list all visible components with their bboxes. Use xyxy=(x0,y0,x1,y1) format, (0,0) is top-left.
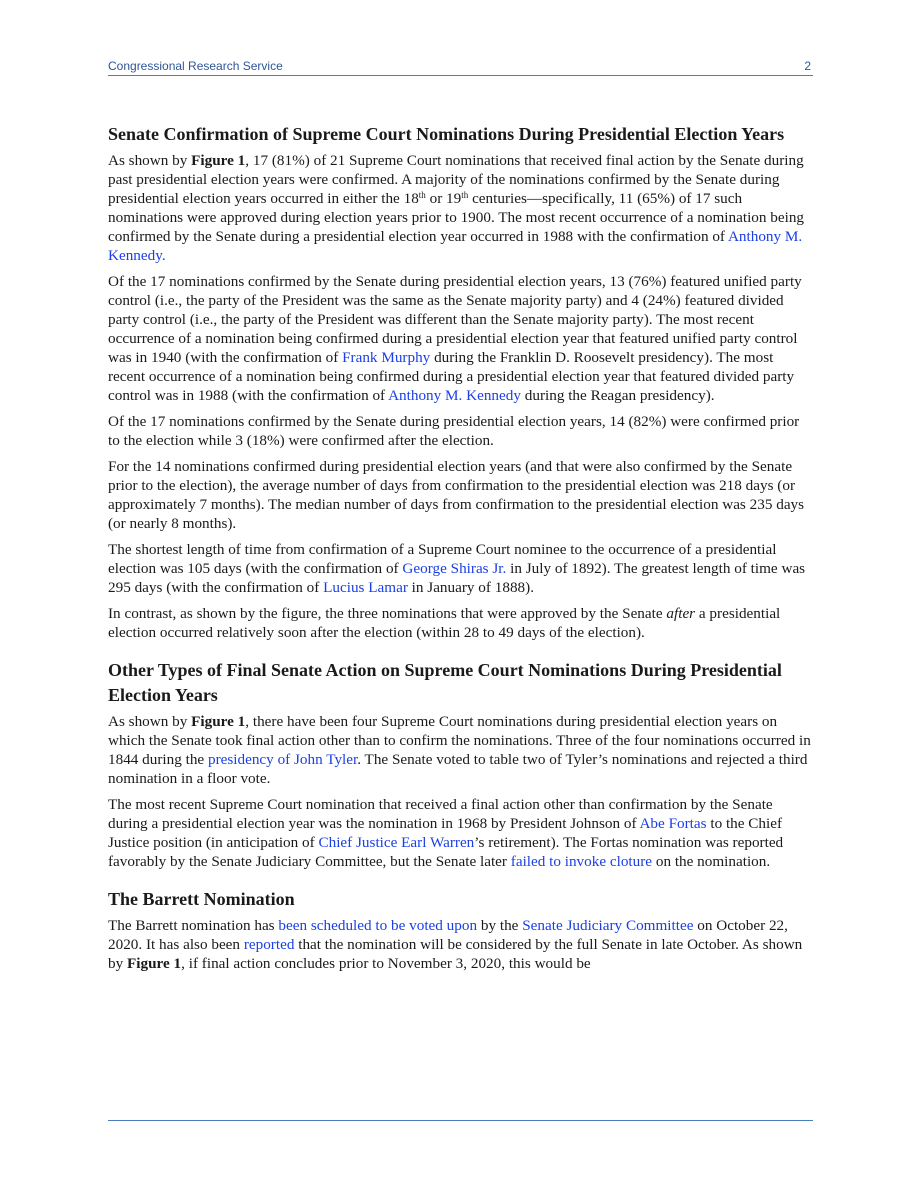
link-reported[interactable]: reported xyxy=(243,936,295,953)
text-run: , if final action concludes prior to November 3, 2020, this would be xyxy=(181,955,591,972)
link-scheduled-vote[interactable]: been scheduled to be voted upon xyxy=(278,917,478,934)
link-failed-cloture[interactable]: failed to invoke cloture xyxy=(510,853,653,870)
figure-ref: Figure 1 xyxy=(191,713,246,730)
text-run: during the Reagan presidency). xyxy=(520,387,715,404)
text-run: on October 22, 2020. It has also been xyxy=(108,917,788,953)
footer-rule xyxy=(108,1120,813,1121)
superscript: th xyxy=(418,190,426,200)
section-heading: The Barrett Nomination xyxy=(108,889,295,909)
section-heading: Senate Confirmation of Supreme Court Nominations During Presidential Election Years xyxy=(108,124,785,144)
text-run: In contrast, as shown by the figure, the three nominations that were approved by the Senate xyxy=(108,605,667,622)
text-run: , 17 (81%) of 21 Supreme Court nominations that received final action by the Senate during past presidential election years were confirmed. A majority of the nominations confirmed by the Senate during presidential election years occurred in either the 18 xyxy=(108,152,804,207)
text-run: centuries—specifically, 11 (65%) of 17 such nominations were approved during election years prior to 1900. The most recent occurrence of a nomination being confirmed by the Senate during a presidential election year occurred in 1988 with the confirmation of xyxy=(108,190,805,245)
emphasis: after xyxy=(666,605,696,622)
figure-ref: Figure 1 xyxy=(126,955,182,972)
text-run: The Barrett nomination has xyxy=(108,917,279,934)
text-run: by the xyxy=(477,917,523,934)
text-run: As shown by xyxy=(108,713,192,730)
paragraph xyxy=(108,795,813,871)
paragraph xyxy=(108,604,813,642)
link-anthony-kennedy[interactable]: Anthony M. Kennedy. xyxy=(108,228,803,264)
text-run: ’s retirement). The Fortas nomination was reported favorably by the Senate Judiciary Committee, but the Senate later xyxy=(108,834,784,870)
section-heading: Other Types of Final Senate Action on Supreme Court Nominations During Presidential Election Years xyxy=(108,660,782,705)
link-senate-judiciary[interactable]: Senate Judiciary Committee xyxy=(522,917,694,934)
link-earl-warren[interactable]: Chief Justice Earl Warren xyxy=(318,834,475,851)
text-run: As shown by xyxy=(108,152,192,169)
paragraph xyxy=(108,272,813,405)
document-body xyxy=(108,122,813,980)
link-presidency-john-tyler[interactable]: presidency of John Tyler xyxy=(207,751,358,768)
superscript: th xyxy=(461,190,469,200)
figure-ref: Figure 1 xyxy=(191,152,246,169)
text-run: . The Senate voted to table two of Tyler’s nominations and rejected a third nomination in a floor vote. xyxy=(108,751,808,787)
section-confirmations xyxy=(108,122,813,642)
text-run: or 19 xyxy=(425,190,462,207)
text-run: on the nomination. xyxy=(652,853,771,870)
text-run: Of the 17 nominations confirmed by the Senate during presidential election years, 13 (76%) featured unified party control (i.e., the party of the President was the same as the Senate majority party) and 4 (24%) featured divided party control (i.e., the party of the President was different than the Senate majority party). The most recent occurrence of a nomination being confirmed during a presidential election year that featured unified party control was in 1940 (with the confirmation of xyxy=(108,273,802,366)
running-header xyxy=(108,59,813,76)
link-frank-murphy[interactable]: Frank Murphy xyxy=(342,349,431,366)
paragraph xyxy=(108,916,813,973)
link-anthony-kennedy[interactable]: Anthony M. Kennedy xyxy=(388,387,521,404)
text-run: in January of 1888). xyxy=(407,579,534,596)
text-run: a presidential election occurred relatively soon after the election (within 28 to 49 days of the election). xyxy=(108,605,781,641)
paragraph xyxy=(108,540,813,597)
paragraph xyxy=(108,151,813,265)
page-number: 2 xyxy=(804,59,811,73)
text-run: The most recent Supreme Court nomination that received a final action other than confirmation by the Senate during a presidential election year was the nomination in 1968 by President Johnson of xyxy=(108,796,773,832)
text-run: during the Franklin D. Roosevelt presidency). The most recent occurrence of a nomination being confirmed during a presidential election year that featured divided party control was in 1988 (with the confirmation of xyxy=(108,349,795,404)
section-other-actions xyxy=(108,658,813,871)
section-barrett xyxy=(108,887,813,973)
text-run: , there have been four Supreme Court nominations during presidential election years on which the Senate took final action other than to confirm the nominations. Three of the four nominations occurred in 1844 during the xyxy=(108,713,811,768)
link-lucius-lamar[interactable]: Lucius Lamar xyxy=(323,579,408,596)
text-run: that the nomination will be considered by the full Senate in late October. As shown by xyxy=(108,936,803,972)
text-run: in July of 1892). The greatest length of time was 295 days (with the confirmation of xyxy=(108,560,806,596)
link-george-shiras[interactable]: George Shiras Jr. xyxy=(402,560,507,577)
text-run: The shortest length of time from confirmation of a Supreme Court nominee to the occurrence of a presidential election was 105 days (with the confirmation of xyxy=(108,541,777,577)
link-abe-fortas[interactable]: Abe Fortas xyxy=(639,815,707,832)
paragraph: Of the 17 nominations confirmed by the Senate during presidential election years, 14 (82%) were confirmed prior to the election while 3 (18%) were confirmed after the election. xyxy=(108,413,800,449)
header-publisher: Congressional Research Service xyxy=(108,59,283,73)
paragraph xyxy=(108,712,813,788)
paragraph: For the 14 nominations confirmed during presidential election years (and that were also confirmed by the Senate prior to the election), the average number of days from confirmation to the presidential election was 218 days (or approximately 7 months). The median number of days from confirmation to the presidential election was 235 days (or nearly 8 months). xyxy=(108,458,805,532)
text-run: to the Chief Justice position (in anticipation of xyxy=(108,815,783,851)
